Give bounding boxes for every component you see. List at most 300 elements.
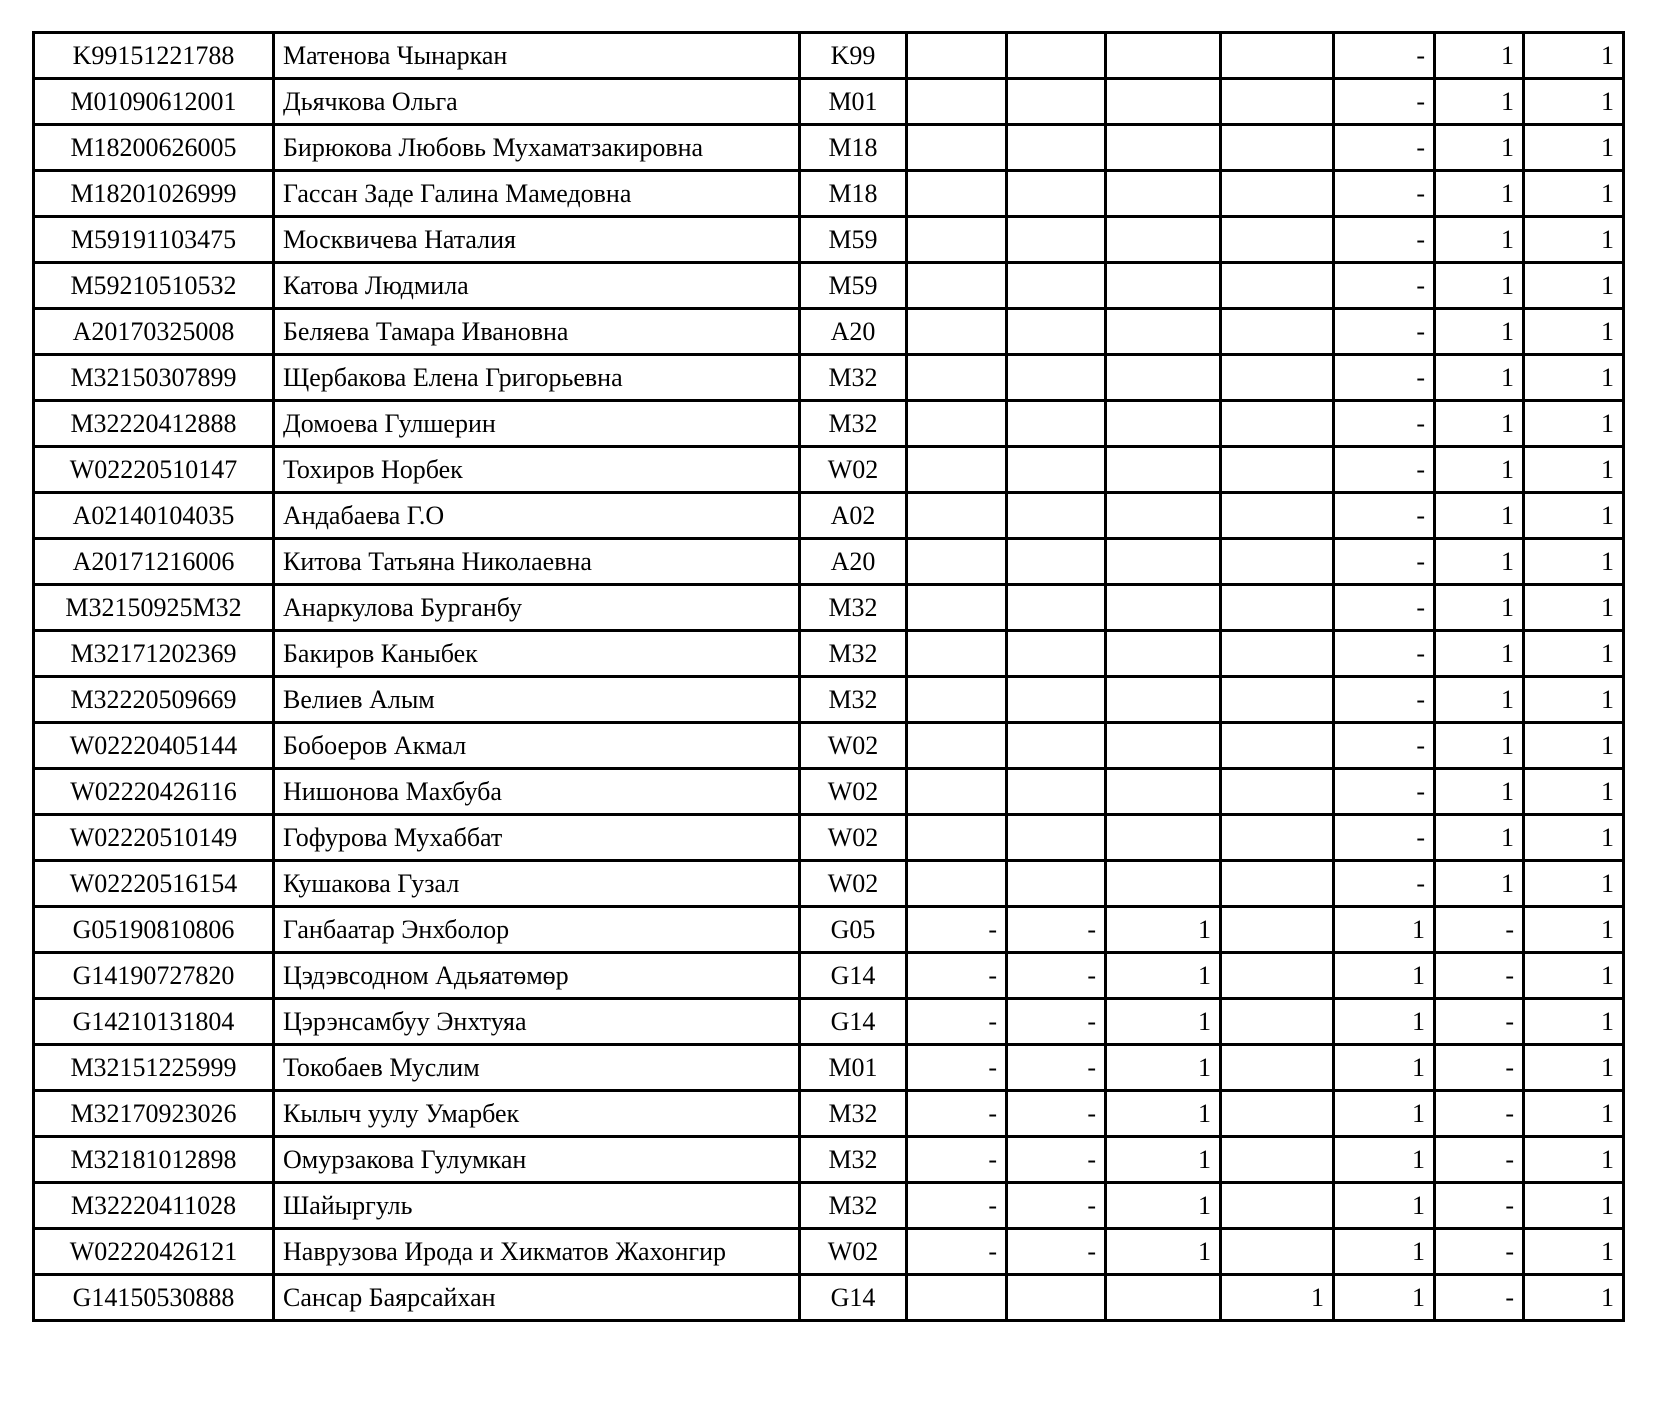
value-col-6-cell: - — [1435, 1045, 1524, 1091]
value-col-5-cell: - — [1334, 79, 1435, 125]
person-name-cell: Кушакова Гузал — [274, 861, 800, 907]
group-code-cell: M32 — [800, 1183, 907, 1229]
value-col-7-cell: 1 — [1524, 953, 1624, 999]
value-col-4-cell — [1221, 217, 1334, 263]
value-col-1-cell — [907, 815, 1007, 861]
value-col-3-cell — [1106, 217, 1221, 263]
table-row — [34, 79, 1624, 125]
value-col-3-cell — [1106, 355, 1221, 401]
value-col-1-cell: - — [907, 907, 1007, 953]
value-col-1-cell — [907, 309, 1007, 355]
value-col-7-cell: 1 — [1524, 585, 1624, 631]
value-col-2-cell — [1007, 171, 1106, 217]
group-code-cell: W02 — [800, 815, 907, 861]
record-code-cell: M32150925M32 — [34, 585, 274, 631]
value-col-1-cell — [907, 677, 1007, 723]
value-col-4-cell — [1221, 447, 1334, 493]
value-col-6-cell: - — [1435, 1183, 1524, 1229]
value-col-4-cell — [1221, 493, 1334, 539]
value-col-1-cell: - — [907, 1137, 1007, 1183]
value-col-3-cell — [1106, 79, 1221, 125]
value-col-4-cell — [1221, 631, 1334, 677]
value-col-4-cell — [1221, 125, 1334, 171]
value-col-5-cell: 1 — [1334, 1275, 1435, 1321]
value-col-3-cell: 1 — [1106, 999, 1221, 1045]
value-col-2-cell — [1007, 125, 1106, 171]
record-code-cell: M01090612001 — [34, 79, 274, 125]
value-col-5-cell: - — [1334, 171, 1435, 217]
value-col-3-cell — [1106, 769, 1221, 815]
group-code-cell: G14 — [800, 1275, 907, 1321]
value-col-3-cell: 1 — [1106, 1045, 1221, 1091]
value-col-2-cell — [1007, 723, 1106, 769]
person-name-cell: Велиев Алым — [274, 677, 800, 723]
table-row — [34, 1137, 1624, 1183]
group-code-cell: M32 — [800, 401, 907, 447]
value-col-6-cell: 1 — [1435, 125, 1524, 171]
table-body — [34, 33, 1624, 1321]
value-col-3-cell — [1106, 263, 1221, 309]
group-code-cell: M32 — [800, 1137, 907, 1183]
group-code-cell: W02 — [800, 447, 907, 493]
group-code-cell: M32 — [800, 585, 907, 631]
group-code-cell: A20 — [800, 309, 907, 355]
value-col-3-cell: 1 — [1106, 953, 1221, 999]
value-col-5-cell: - — [1334, 355, 1435, 401]
value-col-1-cell — [907, 723, 1007, 769]
value-col-2-cell — [1007, 33, 1106, 79]
group-code-cell: G14 — [800, 999, 907, 1045]
record-code-cell: M59210510532 — [34, 263, 274, 309]
records-table — [32, 31, 1625, 1322]
value-col-6-cell: 1 — [1435, 539, 1524, 585]
table-row — [34, 125, 1624, 171]
value-col-2-cell — [1007, 815, 1106, 861]
value-col-6-cell: 1 — [1435, 815, 1524, 861]
record-code-cell: K99151221788 — [34, 33, 274, 79]
value-col-4-cell — [1221, 79, 1334, 125]
value-col-1-cell — [907, 493, 1007, 539]
value-col-5-cell: - — [1334, 539, 1435, 585]
person-name-cell: Дьячкова Ольга — [274, 79, 800, 125]
value-col-4-cell — [1221, 309, 1334, 355]
value-col-7-cell: 1 — [1524, 355, 1624, 401]
value-col-3-cell: 1 — [1106, 907, 1221, 953]
table-row — [34, 1045, 1624, 1091]
value-col-3-cell — [1106, 401, 1221, 447]
value-col-5-cell: 1 — [1334, 1183, 1435, 1229]
value-col-5-cell: - — [1334, 309, 1435, 355]
value-col-7-cell: 1 — [1524, 79, 1624, 125]
value-col-6-cell: 1 — [1435, 769, 1524, 815]
value-col-4-cell — [1221, 953, 1334, 999]
table-row — [34, 1275, 1624, 1321]
group-code-cell: M01 — [800, 1045, 907, 1091]
value-col-2-cell — [1007, 263, 1106, 309]
value-col-4-cell — [1221, 1183, 1334, 1229]
value-col-7-cell: 1 — [1524, 861, 1624, 907]
value-col-5-cell: 1 — [1334, 1091, 1435, 1137]
value-col-1-cell: - — [907, 999, 1007, 1045]
value-col-6-cell: - — [1435, 1229, 1524, 1275]
person-name-cell: Нишонова Махбуба — [274, 769, 800, 815]
record-code-cell: G14150530888 — [34, 1275, 274, 1321]
record-code-cell: W02220510147 — [34, 447, 274, 493]
value-col-5-cell: - — [1334, 769, 1435, 815]
value-col-2-cell — [1007, 309, 1106, 355]
value-col-3-cell — [1106, 861, 1221, 907]
value-col-5-cell: - — [1334, 631, 1435, 677]
value-col-5-cell: - — [1334, 125, 1435, 171]
value-col-4-cell — [1221, 999, 1334, 1045]
person-name-cell: Омурзакова Гулумкан — [274, 1137, 800, 1183]
table-row — [34, 861, 1624, 907]
value-col-6-cell: 1 — [1435, 79, 1524, 125]
value-col-2-cell — [1007, 1275, 1106, 1321]
person-name-cell: Анаркулова Бурганбу — [274, 585, 800, 631]
value-col-6-cell: 1 — [1435, 401, 1524, 447]
value-col-2-cell — [1007, 677, 1106, 723]
value-col-4-cell — [1221, 171, 1334, 217]
group-code-cell: M32 — [800, 355, 907, 401]
value-col-2-cell — [1007, 447, 1106, 493]
record-code-cell: W02220510149 — [34, 815, 274, 861]
value-col-2-cell — [1007, 539, 1106, 585]
value-col-6-cell: - — [1435, 1091, 1524, 1137]
person-name-cell: Домоева Гулшерин — [274, 401, 800, 447]
table-row — [34, 309, 1624, 355]
value-col-2-cell: - — [1007, 999, 1106, 1045]
value-col-1-cell — [907, 263, 1007, 309]
value-col-7-cell: 1 — [1524, 539, 1624, 585]
person-name-cell: Андабаева Г.О — [274, 493, 800, 539]
value-col-6-cell: 1 — [1435, 171, 1524, 217]
person-name-cell: Токобаев Муслим — [274, 1045, 800, 1091]
value-col-2-cell: - — [1007, 1091, 1106, 1137]
record-code-cell: M32220411028 — [34, 1183, 274, 1229]
value-col-1-cell: - — [907, 1229, 1007, 1275]
value-col-7-cell: 1 — [1524, 1137, 1624, 1183]
value-col-4-cell — [1221, 33, 1334, 79]
table-row — [34, 769, 1624, 815]
table-row — [34, 171, 1624, 217]
group-code-cell: M32 — [800, 631, 907, 677]
table-row — [34, 585, 1624, 631]
record-code-cell: M32171202369 — [34, 631, 274, 677]
value-col-5-cell: 1 — [1334, 953, 1435, 999]
value-col-1-cell — [907, 1275, 1007, 1321]
value-col-5-cell: - — [1334, 677, 1435, 723]
table-row — [34, 33, 1624, 79]
group-code-cell: A20 — [800, 539, 907, 585]
value-col-6-cell: 1 — [1435, 447, 1524, 493]
table-row — [34, 953, 1624, 999]
value-col-2-cell — [1007, 217, 1106, 263]
record-code-cell: W02220516154 — [34, 861, 274, 907]
value-col-2-cell — [1007, 493, 1106, 539]
record-code-cell: M32220412888 — [34, 401, 274, 447]
value-col-7-cell: 1 — [1524, 723, 1624, 769]
value-col-3-cell — [1106, 171, 1221, 217]
value-col-1-cell — [907, 539, 1007, 585]
value-col-7-cell: 1 — [1524, 1183, 1624, 1229]
value-col-4-cell — [1221, 815, 1334, 861]
value-col-3-cell — [1106, 309, 1221, 355]
value-col-5-cell: - — [1334, 861, 1435, 907]
value-col-2-cell: - — [1007, 1137, 1106, 1183]
value-col-7-cell: 1 — [1524, 677, 1624, 723]
value-col-3-cell — [1106, 723, 1221, 769]
value-col-5-cell: - — [1334, 217, 1435, 263]
record-code-cell: M18200626005 — [34, 125, 274, 171]
table-row — [34, 447, 1624, 493]
value-col-3-cell: 1 — [1106, 1183, 1221, 1229]
value-col-3-cell: 1 — [1106, 1137, 1221, 1183]
value-col-1-cell: - — [907, 1183, 1007, 1229]
person-name-cell: Гассан Заде Галина Мамедовна — [274, 171, 800, 217]
record-code-cell: G14210131804 — [34, 999, 274, 1045]
value-col-7-cell: 1 — [1524, 125, 1624, 171]
person-name-cell: Щербакова Елена Григорьевна — [274, 355, 800, 401]
value-col-2-cell — [1007, 355, 1106, 401]
value-col-7-cell: 1 — [1524, 769, 1624, 815]
group-code-cell: W02 — [800, 861, 907, 907]
value-col-2-cell: - — [1007, 1045, 1106, 1091]
group-code-cell: M01 — [800, 79, 907, 125]
value-col-5-cell: 1 — [1334, 1229, 1435, 1275]
value-col-6-cell: 1 — [1435, 263, 1524, 309]
record-code-cell: G14190727820 — [34, 953, 274, 999]
value-col-1-cell — [907, 217, 1007, 263]
value-col-7-cell: 1 — [1524, 907, 1624, 953]
value-col-4-cell — [1221, 401, 1334, 447]
value-col-5-cell: - — [1334, 815, 1435, 861]
value-col-2-cell: - — [1007, 1183, 1106, 1229]
value-col-3-cell — [1106, 585, 1221, 631]
value-col-7-cell: 1 — [1524, 401, 1624, 447]
table-row — [34, 263, 1624, 309]
value-col-4-cell — [1221, 677, 1334, 723]
value-col-3-cell — [1106, 493, 1221, 539]
value-col-3-cell — [1106, 677, 1221, 723]
value-col-6-cell: - — [1435, 1275, 1524, 1321]
record-code-cell: M32170923026 — [34, 1091, 274, 1137]
value-col-7-cell: 1 — [1524, 309, 1624, 355]
group-code-cell: M59 — [800, 217, 907, 263]
table-row — [34, 907, 1624, 953]
group-code-cell: M32 — [800, 1091, 907, 1137]
record-code-cell: M32181012898 — [34, 1137, 274, 1183]
value-col-4-cell — [1221, 539, 1334, 585]
value-col-5-cell: 1 — [1334, 999, 1435, 1045]
record-code-cell: M32220509669 — [34, 677, 274, 723]
value-col-7-cell: 1 — [1524, 631, 1624, 677]
person-name-cell: Катова Людмила — [274, 263, 800, 309]
value-col-2-cell: - — [1007, 907, 1106, 953]
record-code-cell: W02220426116 — [34, 769, 274, 815]
record-code-cell: W02220405144 — [34, 723, 274, 769]
value-col-3-cell: 1 — [1106, 1091, 1221, 1137]
value-col-4-cell — [1221, 585, 1334, 631]
record-code-cell: M59191103475 — [34, 217, 274, 263]
record-code-cell: M18201026999 — [34, 171, 274, 217]
person-name-cell: Сансар Баярсайхан — [274, 1275, 800, 1321]
value-col-7-cell: 1 — [1524, 33, 1624, 79]
table-row — [34, 1229, 1624, 1275]
value-col-1-cell — [907, 171, 1007, 217]
value-col-7-cell: 1 — [1524, 493, 1624, 539]
group-code-cell: W02 — [800, 723, 907, 769]
value-col-3-cell — [1106, 539, 1221, 585]
table-row — [34, 723, 1624, 769]
person-name-cell: Бирюкова Любовь Мухаматзакировна — [274, 125, 800, 171]
value-col-1-cell — [907, 585, 1007, 631]
value-col-1-cell: - — [907, 1045, 1007, 1091]
value-col-1-cell: - — [907, 953, 1007, 999]
person-name-cell: Бакиров Каныбек — [274, 631, 800, 677]
person-name-cell: Тохиров Норбек — [274, 447, 800, 493]
table-row — [34, 493, 1624, 539]
value-col-6-cell: - — [1435, 907, 1524, 953]
table-row — [34, 539, 1624, 585]
value-col-2-cell — [1007, 861, 1106, 907]
table-row — [34, 1091, 1624, 1137]
group-code-cell: M59 — [800, 263, 907, 309]
value-col-6-cell: 1 — [1435, 631, 1524, 677]
document-page — [32, 31, 1622, 1322]
value-col-6-cell: - — [1435, 1137, 1524, 1183]
table-row — [34, 355, 1624, 401]
value-col-1-cell — [907, 125, 1007, 171]
person-name-cell: Цэрэнсамбуу Энхтуяа — [274, 999, 800, 1045]
value-col-2-cell — [1007, 79, 1106, 125]
value-col-6-cell: 1 — [1435, 677, 1524, 723]
record-code-cell: A20170325008 — [34, 309, 274, 355]
value-col-6-cell: 1 — [1435, 585, 1524, 631]
person-name-cell: Наврузова Ирода и Хикматов Жахонгир — [274, 1229, 800, 1275]
group-code-cell: M18 — [800, 171, 907, 217]
record-code-cell: A20171216006 — [34, 539, 274, 585]
value-col-7-cell: 1 — [1524, 1091, 1624, 1137]
value-col-1-cell: - — [907, 1091, 1007, 1137]
value-col-2-cell — [1007, 769, 1106, 815]
person-name-cell: Москвичева Наталия — [274, 217, 800, 263]
value-col-7-cell: 1 — [1524, 1229, 1624, 1275]
person-name-cell: Бобоеров Акмал — [274, 723, 800, 769]
value-col-3-cell — [1106, 33, 1221, 79]
value-col-4-cell — [1221, 769, 1334, 815]
value-col-6-cell: 1 — [1435, 493, 1524, 539]
value-col-2-cell — [1007, 585, 1106, 631]
group-code-cell: W02 — [800, 1229, 907, 1275]
record-code-cell: G05190810806 — [34, 907, 274, 953]
person-name-cell: Гофурова Мухаббат — [274, 815, 800, 861]
table-row — [34, 1183, 1624, 1229]
value-col-3-cell — [1106, 125, 1221, 171]
value-col-5-cell: - — [1334, 401, 1435, 447]
value-col-7-cell: 1 — [1524, 999, 1624, 1045]
group-code-cell: A02 — [800, 493, 907, 539]
value-col-4-cell — [1221, 907, 1334, 953]
value-col-1-cell — [907, 79, 1007, 125]
value-col-6-cell: - — [1435, 999, 1524, 1045]
value-col-6-cell: 1 — [1435, 723, 1524, 769]
value-col-1-cell — [907, 33, 1007, 79]
value-col-7-cell: 1 — [1524, 815, 1624, 861]
table-row — [34, 401, 1624, 447]
value-col-4-cell — [1221, 1137, 1334, 1183]
value-col-4-cell — [1221, 723, 1334, 769]
group-code-cell: G14 — [800, 953, 907, 999]
value-col-1-cell — [907, 401, 1007, 447]
group-code-cell: G05 — [800, 907, 907, 953]
value-col-5-cell: - — [1334, 585, 1435, 631]
value-col-2-cell — [1007, 401, 1106, 447]
value-col-7-cell: 1 — [1524, 171, 1624, 217]
value-col-5-cell: - — [1334, 723, 1435, 769]
value-col-6-cell: - — [1435, 953, 1524, 999]
value-col-5-cell: - — [1334, 33, 1435, 79]
value-col-1-cell — [907, 631, 1007, 677]
group-code-cell: W02 — [800, 769, 907, 815]
person-name-cell: Кылыч уулу Умарбек — [274, 1091, 800, 1137]
value-col-1-cell — [907, 447, 1007, 493]
value-col-6-cell: 1 — [1435, 33, 1524, 79]
value-col-4-cell: 1 — [1221, 1275, 1334, 1321]
record-code-cell: M32151225999 — [34, 1045, 274, 1091]
value-col-3-cell — [1106, 447, 1221, 493]
person-name-cell: Ганбаатар Энхболор — [274, 907, 800, 953]
table-row — [34, 815, 1624, 861]
record-code-cell: W02220426121 — [34, 1229, 274, 1275]
table-row — [34, 217, 1624, 263]
person-name-cell: Беляева Тамара Ивановна — [274, 309, 800, 355]
value-col-4-cell — [1221, 1091, 1334, 1137]
value-col-5-cell: 1 — [1334, 1137, 1435, 1183]
value-col-4-cell — [1221, 1045, 1334, 1091]
table-row — [34, 677, 1624, 723]
value-col-6-cell: 1 — [1435, 217, 1524, 263]
value-col-7-cell: 1 — [1524, 217, 1624, 263]
value-col-7-cell: 1 — [1524, 263, 1624, 309]
group-code-cell: M18 — [800, 125, 907, 171]
table-row — [34, 631, 1624, 677]
person-name-cell: Китова Татьяна Николаевна — [274, 539, 800, 585]
value-col-5-cell: - — [1334, 493, 1435, 539]
value-col-5-cell: - — [1334, 263, 1435, 309]
value-col-6-cell: 1 — [1435, 309, 1524, 355]
value-col-7-cell: 1 — [1524, 447, 1624, 493]
person-name-cell: Матенова Чынаркан — [274, 33, 800, 79]
value-col-7-cell: 1 — [1524, 1275, 1624, 1321]
value-col-4-cell — [1221, 861, 1334, 907]
person-name-cell: Шайыргуль — [274, 1183, 800, 1229]
value-col-2-cell — [1007, 631, 1106, 677]
record-code-cell: M32150307899 — [34, 355, 274, 401]
value-col-2-cell: - — [1007, 1229, 1106, 1275]
value-col-2-cell: - — [1007, 953, 1106, 999]
value-col-1-cell — [907, 769, 1007, 815]
group-code-cell: K99 — [800, 33, 907, 79]
value-col-7-cell: 1 — [1524, 1045, 1624, 1091]
table-row — [34, 999, 1624, 1045]
value-col-3-cell — [1106, 815, 1221, 861]
value-col-1-cell — [907, 355, 1007, 401]
value-col-4-cell — [1221, 263, 1334, 309]
value-col-6-cell: 1 — [1435, 355, 1524, 401]
person-name-cell: Цэдэвсодном Адьяатөмөр — [274, 953, 800, 999]
value-col-1-cell — [907, 861, 1007, 907]
